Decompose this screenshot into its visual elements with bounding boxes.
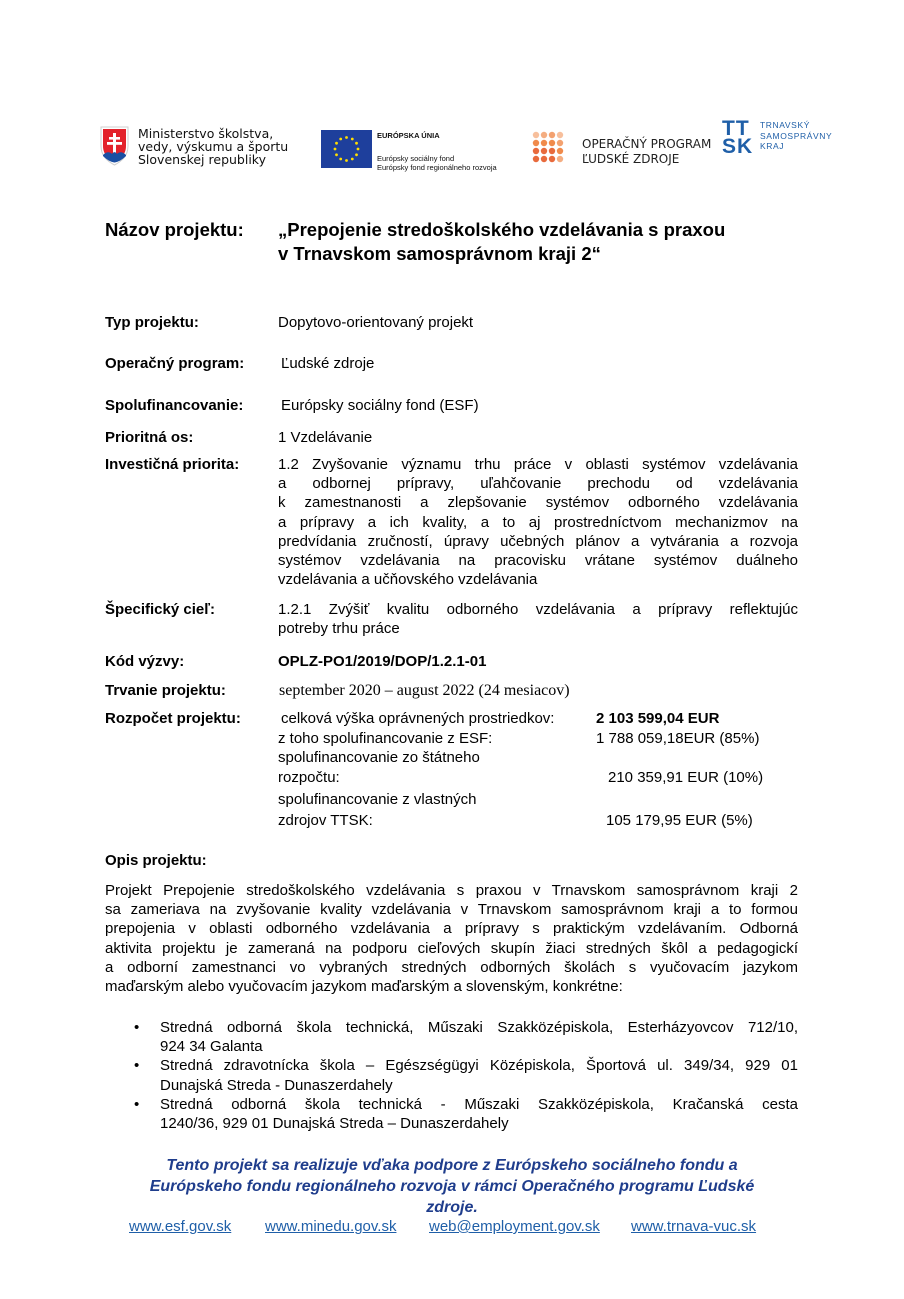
priority-axis-label: Prioritná os: <box>105 429 194 446</box>
project-name-line2: v Trnavskom samosprávnom kraji 2“ <box>278 243 601 264</box>
budget-own-value: 105 179,95 EUR (5%) <box>606 812 753 829</box>
investment-priority-line: a prípravy a ich kvality, a to aj prostredníctvom mechanizmov na <box>278 513 798 531</box>
budget-total-label: celková výška oprávnených prostriedkov: <box>281 710 555 727</box>
description-line: Projekt Prepojenie stredoškolského vzdelávania s praxou v Trnavskom samosprávnom kraji 2 <box>105 882 798 899</box>
specific-goal-line: potreby trhu práce <box>278 620 400 638</box>
priority-axis-value: 1 Vzdelávanie <box>278 429 373 446</box>
budget-state-value: 210 359,91 EUR (10%) <box>608 769 764 786</box>
footer-links <box>129 1218 231 1236</box>
school-line: Dunajská Streda - Dunaszerdahely <box>160 1076 393 1094</box>
ministry-name-line1: Ministerstvo školstva, <box>138 126 274 141</box>
project-type-value: Dopytovo-orientovaný projekt <box>278 314 474 331</box>
specific-goal-line: 1.2.1 Zvýšiť kvalitu odborného vzdelávania a prípravy reflektujúc <box>278 601 798 618</box>
op-name-line2: ĽUDSKÉ ZDROJE <box>582 152 680 166</box>
duration-value: september 2020 – august 2022 (24 mesiacov) <box>279 682 570 699</box>
investment-priority-line: 1.2 Zvyšovanie významu trhu práce v oblasti systémov vzdelávania <box>278 456 798 473</box>
link-minedu[interactable]: www.minedu.gov.sk <box>265 1218 397 1235</box>
call-code-label: Kód výzvy: <box>105 653 185 670</box>
investment-priority-text <box>278 455 798 589</box>
eu-erdf-line: Európsky fond regionálneho rozvoja <box>377 163 497 172</box>
eu-esf-line: Európsky sociálny fond <box>377 154 455 163</box>
bullet-icon: • <box>134 1019 140 1036</box>
bullet-icon: • <box>134 1057 140 1075</box>
description-line: maďarským alebo vyučovacím jazykom maďarským a slovenským, konkrétne: <box>105 978 623 996</box>
eu-flag-icon <box>321 130 372 173</box>
eu-title: EURÓPSKA ÚNIA <box>377 131 440 140</box>
duration-label: Trvanie projektu: <box>105 682 226 699</box>
funding-statement-line1: Tento projekt sa realizuje vďaka podpore z Európskeho sociálneho fondu a <box>166 1157 738 1174</box>
list-item <box>134 1056 798 1094</box>
link-esf[interactable]: www.esf.gov.sk <box>129 1218 232 1235</box>
op-dots-logo-icon <box>531 130 568 172</box>
ministry-name-line2: vedy, výskumu a športu <box>138 139 289 154</box>
ministry-name-line3: Slovenskej republiky <box>138 152 266 167</box>
cofinancing-value: Európsky sociálny fond (ESF) <box>281 397 479 414</box>
description-line: sa zameriava na zvyšovanie kvality vzdelávania v Trnavskom samosprávnom kraji a to formou <box>105 901 798 919</box>
investment-priority-line: systémov vzdelávania na pracovisku vrátane systémov duálneho <box>278 552 798 570</box>
ttsk-name-line1: TRNAVSKÝ <box>760 120 810 130</box>
project-name-line1: „Prepojenie stredoškolského vzdelávania s praxou <box>278 219 726 240</box>
funding-statement-line3: zdroje. <box>426 1199 478 1216</box>
investment-priority-line: k zamestnanosti a zlepšovanie systémov odborného vzdelávania <box>278 494 798 512</box>
link-employment[interactable]: web@employment.gov.sk <box>429 1218 600 1235</box>
budget-state-label-line1: spolufinancovanie zo štátneho <box>278 749 480 766</box>
cofinancing-label: Spolufinancovanie: <box>105 397 244 414</box>
operational-program-value: Ľudské zdroje <box>281 355 375 372</box>
school-line: Stredná odborná škola technická, Műszaki Szakközépiskola, Esterházyovcov 712/10, <box>160 1019 798 1036</box>
list-item <box>134 1018 798 1056</box>
call-code-value: OPLZ-PO1/2019/DOP/1.2.1-01 <box>278 653 487 670</box>
specific-goal-text <box>278 600 798 638</box>
budget-esf-value: 1 788 059,18EUR (85%) <box>596 730 760 747</box>
budget-esf-label: z toho spolufinancovanie z ESF: <box>278 730 493 747</box>
budget-own-label-line1: spolufinancovanie z vlastných <box>278 791 477 808</box>
project-name-label: Názov projektu: <box>105 219 244 240</box>
budget-label: Rozpočet projektu: <box>105 710 241 727</box>
list-item <box>134 1095 798 1133</box>
funding-statement <box>90 1155 814 1218</box>
description-text <box>105 881 798 996</box>
investment-priority-line: vzdelávania a učňovského vzdelávania <box>278 571 538 589</box>
ministry-logo <box>100 126 129 171</box>
budget-own-label-line2: zdrojov TTSK: <box>278 812 373 829</box>
school-line: Stredná odborná škola technická - Műszaki Szakközépiskola, Kračanská cesta <box>160 1095 798 1113</box>
investment-priority-label: Investičná priorita: <box>105 456 240 473</box>
description-line: a odborní zamestnanci vo vybraných stredných odborných školách s vyučovacím jazykom <box>105 958 798 976</box>
ttsk-letters-top: TT <box>722 117 750 140</box>
link-trnava-vuc[interactable]: www.trnava-vuc.sk <box>631 1218 757 1235</box>
ttsk-name-line2: SAMOSPRÁVNY <box>760 130 833 141</box>
description-line: prepojenia v oblasti odborného vzdelávania a prípravy s praktickým vzdelávaním. Odborná <box>105 920 798 938</box>
description-line: aktivita projektu je zameraná na podporu cieľových skupín žiaci stredných škôl a pedagogickí <box>105 939 798 957</box>
operational-program-label: Operačný program: <box>105 355 245 372</box>
ttsk-letters-bottom: SK <box>722 135 754 158</box>
budget-total-value: 2 103 599,04 EUR <box>596 710 720 727</box>
investment-priority-line: predvídania zručností, úpravy učebných plánov a vytvárania a rozvoja <box>278 532 798 550</box>
description-heading: Opis projektu: <box>105 852 207 869</box>
schools-list <box>134 1018 798 1133</box>
bullet-icon: • <box>134 1095 140 1113</box>
funding-statement-line2: Európskeho fondu regionálneho rozvoja v rámci Operačného programu Ľudské <box>149 1178 755 1195</box>
slovak-coat-of-arms-icon <box>100 126 129 166</box>
op-name-line1: OPERAČNÝ PROGRAM <box>582 137 712 151</box>
school-line: 924 34 Galanta <box>160 1038 263 1056</box>
budget-state-label-line2: rozpočtu: <box>278 769 340 786</box>
project-type-label: Typ projektu: <box>105 314 199 331</box>
investment-priority-line: a odbornej prípravy, uľahčovanie prechodu od vzdelávania <box>278 475 798 493</box>
school-line: Stredná zdravotnícka škola – Egészségügyi Középiskola, Športová ul. 349/34, 929 01 <box>160 1057 798 1075</box>
ttsk-name-line3: KRAJ <box>760 141 785 151</box>
school-line: 1240/36, 929 01 Dunajská Streda – Dunaszerdahely <box>160 1115 509 1133</box>
specific-goal-label: Špecifický cieľ: <box>105 601 216 618</box>
